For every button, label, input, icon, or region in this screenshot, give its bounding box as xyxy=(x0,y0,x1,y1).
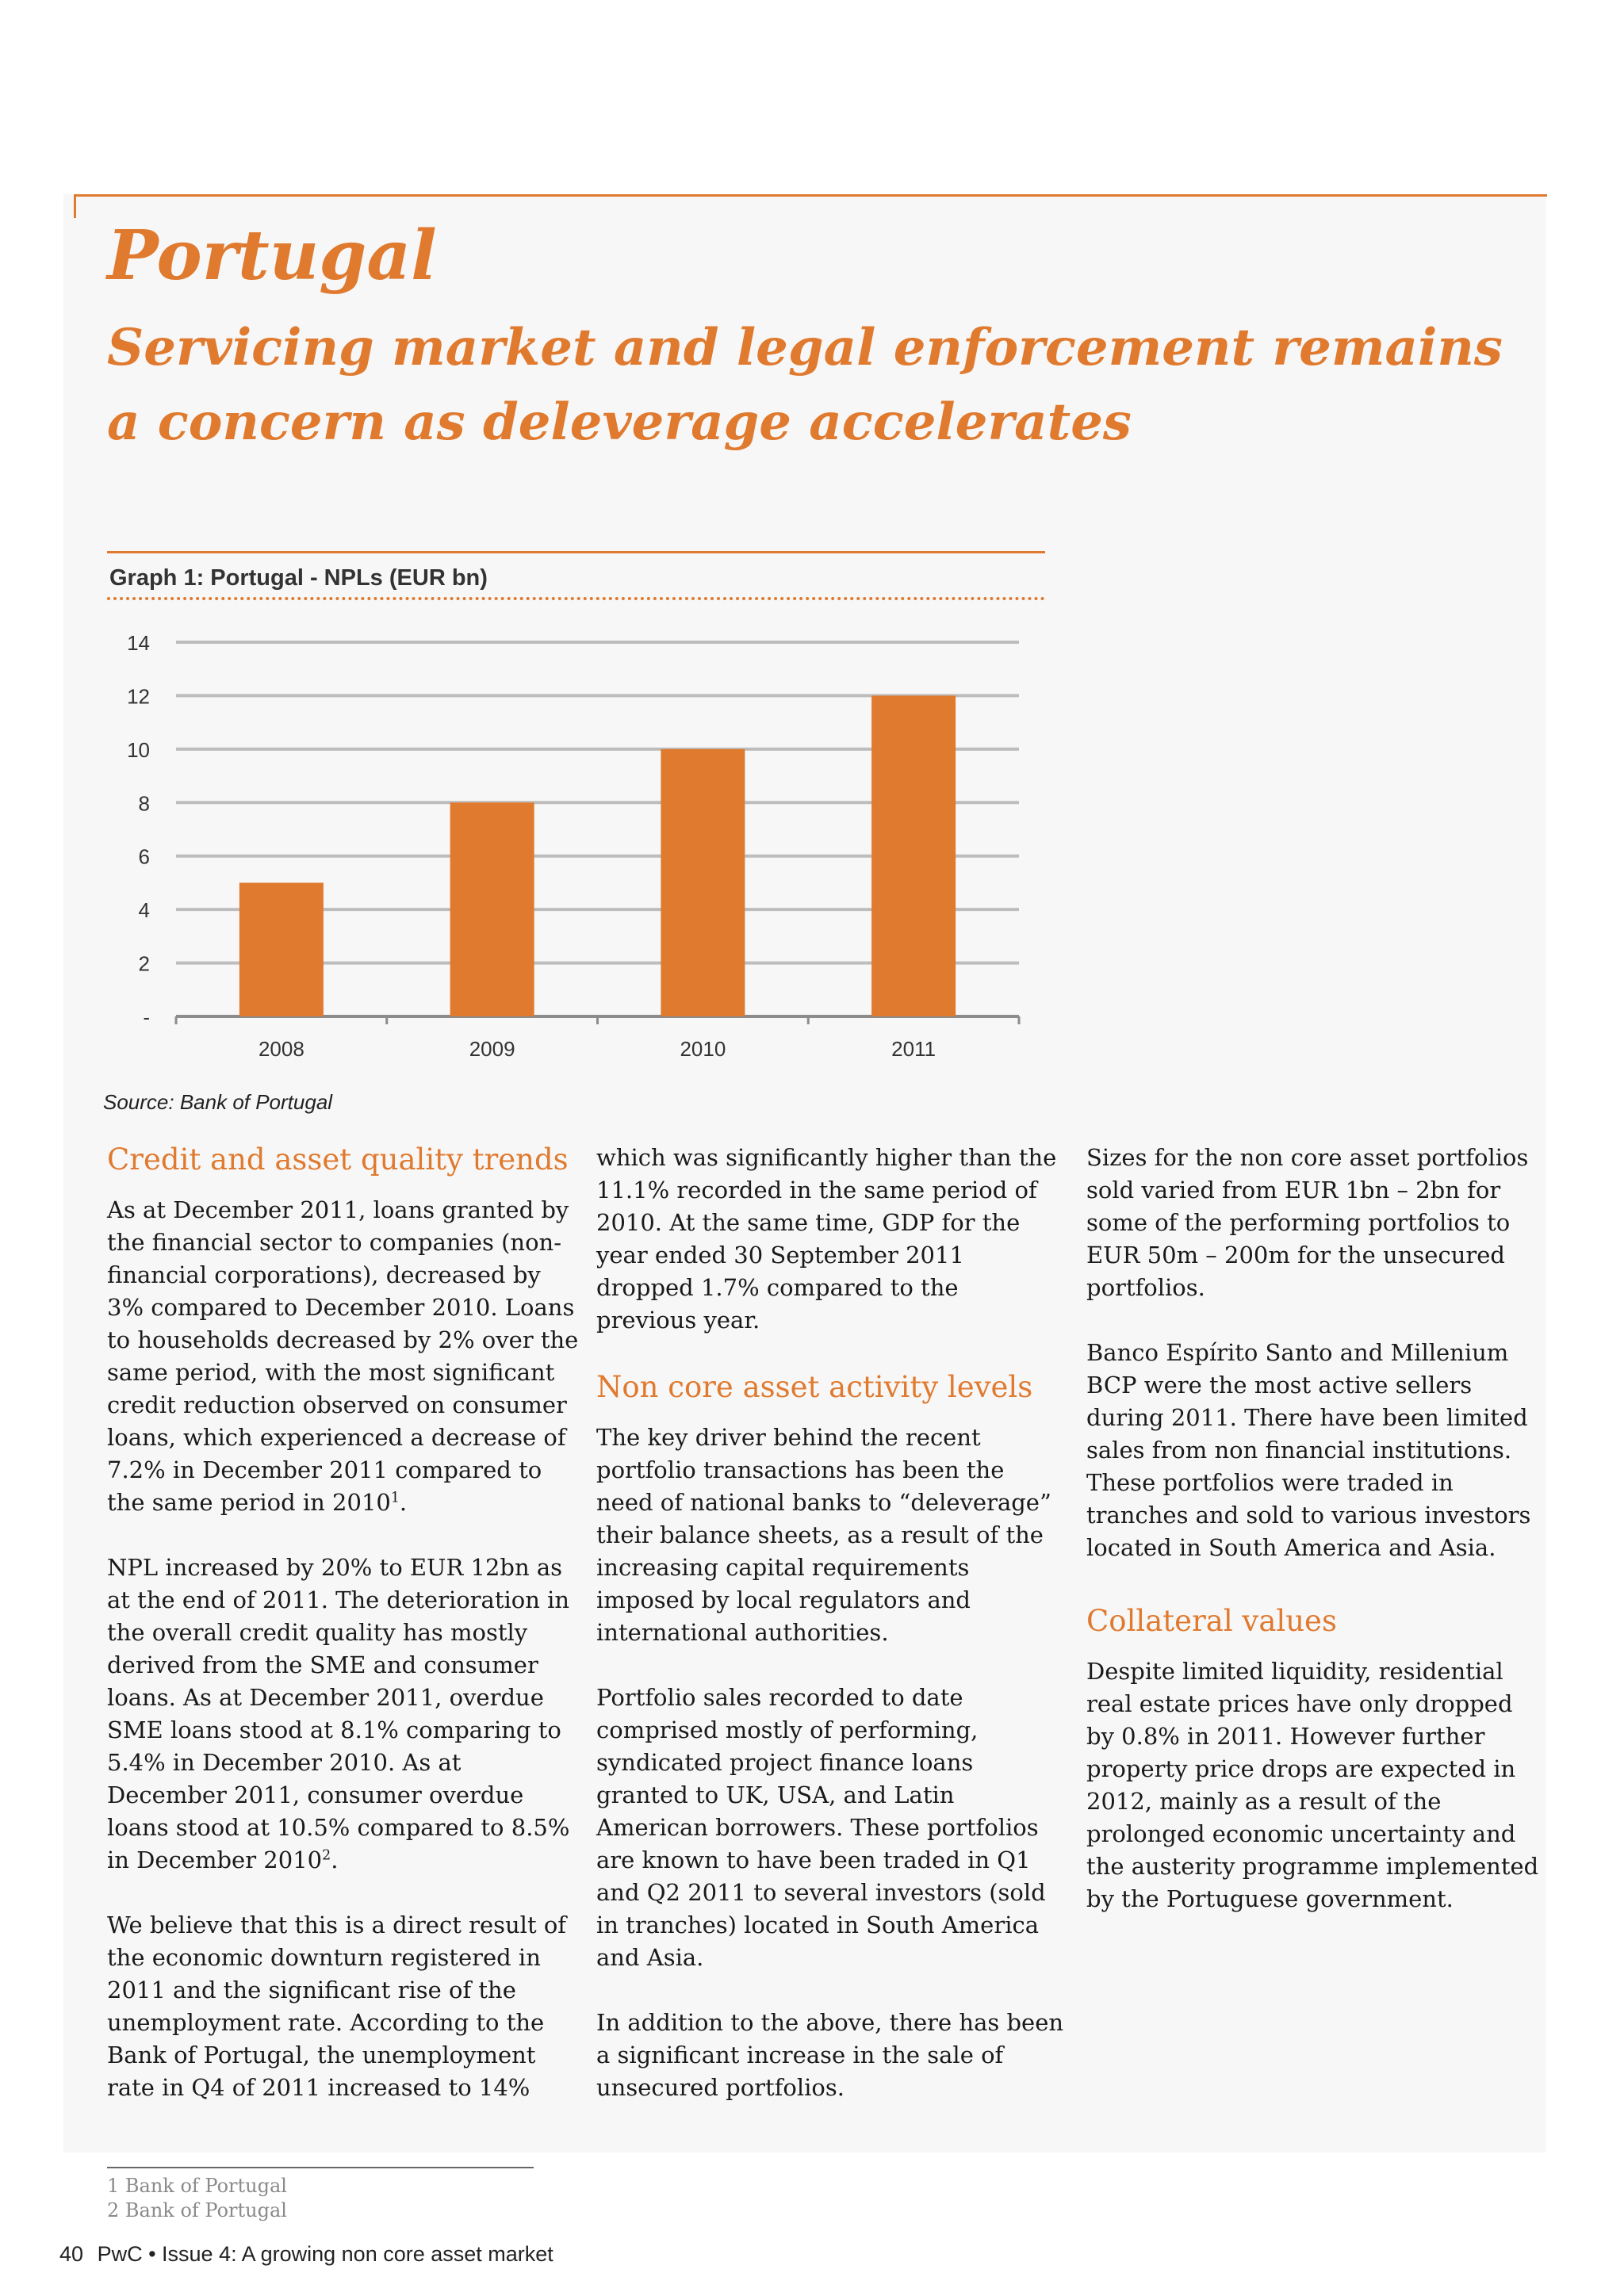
graph-title: Graph 1: Portugal - NPLs (EUR bn) xyxy=(109,565,488,591)
page-footer xyxy=(59,2242,561,2267)
x-tick-label: 2009 xyxy=(469,1037,515,1061)
footnote-ref: 2 xyxy=(322,1847,331,1864)
paragraph: As at December 2011, loans granted by the financial sector to companies (non-financial corporations), decreased by 3% compared to December 2010. Loans to households decreased by 2% over the same period, with the most significant credit reduction observed on consumer loans, which experienced a decrease of 7.2% in December 2011 compared to the same period in 2010$^1$. xyxy=(107,1196,579,1516)
bar-2010 xyxy=(661,749,745,1016)
x-tick-label: 2011 xyxy=(891,1037,936,1061)
heading-non-core-activity: Non core asset activity levels xyxy=(596,1370,1033,1404)
paragraph: NPL increased by 20% to EUR 12bn as at the end of 2011. The deterioration in the overall credit quality has mostly derived from the SME and consumer loans. As at December 2011, overdue SME loans stood at 8.1% comparing to 5.4% in December 2010. As at December 2011, consumer overdue loans stood at 10.5% compared to 8.5% in December 2010$^2$. xyxy=(107,1554,570,1873)
paragraph: Banco Espírito Santo and Millenium BCP were the most active sellers during 2011. There have been limited sales from non financial institutions. These portfolios were traded in tranches and sold to various investors located in South America and Asia. xyxy=(1086,1339,1531,1561)
paragraph: Sizes for the non core asset portfolios sold varied from EUR 1bn – 2bn for some of the performing portfolios to EUR 50m – 200m for the unsecured portfolios. xyxy=(1086,1144,1529,1301)
y-tick-label: 8 xyxy=(138,791,150,816)
y-tick-label: 14 xyxy=(127,631,150,655)
page-subtitle: Servicing market and legal enforcement remains a concern as deleverage accelerates xyxy=(107,318,1503,452)
y-tick-label: 10 xyxy=(127,737,150,762)
footnote-rule xyxy=(107,2167,534,2168)
bar-2011 xyxy=(871,695,956,1016)
y-tick-label: 2 xyxy=(138,951,150,976)
column-1 xyxy=(107,1142,583,2104)
footnote-ref: 1 xyxy=(390,1490,400,1506)
npl-bar-chart xyxy=(107,610,1059,1070)
header-rule-tick xyxy=(74,194,76,218)
bar-2009 xyxy=(450,802,534,1016)
paragraph: Despite limited liquidity, residential real estate prices have only dropped by 0.8% in 2011. However further property price drops are expected in 2012, mainly as a result of the prolonged economic uncertainty and the austerity programme implemented by the Portuguese government. xyxy=(1086,1658,1539,1912)
footnotes xyxy=(107,2174,287,2223)
y-tick-label: 4 xyxy=(138,898,150,923)
paragraph: In addition to the above, there has been a significant increase in the sale of unsecured portfolios. xyxy=(596,2009,1064,2101)
paragraph: We believe that this is a direct result of the economic downturn registered in 2011 and the significant rise of the unemployment rate. According to the Bank of Portugal, the unemployment rate in Q4 of 2011 increased to 14% xyxy=(107,1911,567,2101)
graph-source: Source: Bank of Portugal xyxy=(103,1090,333,1114)
y-tick-label: 12 xyxy=(127,684,150,709)
x-tick-label: 2008 xyxy=(258,1037,304,1061)
page-number: 40 xyxy=(59,2242,84,2266)
column-3 xyxy=(1086,1142,1546,1915)
page-title: Portugal xyxy=(107,216,437,296)
x-tick-label: 2010 xyxy=(680,1037,726,1061)
footer-text: PwC • Issue 4: A growing non core asset market xyxy=(97,2242,553,2266)
footnote-1: 1 Bank of Portugal xyxy=(107,2175,287,2197)
paragraph: The key driver behind the recent portfolio transactions has been the need of national banks to “deleverage” their balance sheets, as a result of the increasing capital requirements imposed by local regulators and international authorities. xyxy=(596,1424,1051,1646)
bar-2008 xyxy=(239,882,324,1016)
paragraph: which was significantly higher than the 11.1% recorded in the same period of 2010. At the same time, GDP for the year ended 30 September 2011 dropped 1.7% compared to the previous year. xyxy=(596,1144,1057,1334)
paragraph: Portfolio sales recorded to date comprised mostly of performing, syndicated project finance loans granted to UK, USA, and Latin American borrowers. These portfolios are known to have been traded in Q1 and Q2 2011 to several investors (sold in tranches) located in South America and Asia. xyxy=(596,1684,1046,1971)
column-2 xyxy=(596,1142,1064,2104)
heading-collateral-values: Collateral values xyxy=(1086,1604,1337,1638)
y-tick-label: 6 xyxy=(138,844,150,869)
y-tick-label: - xyxy=(143,1005,150,1029)
heading-credit-quality: Credit and asset quality trends xyxy=(107,1142,569,1177)
graph-top-rule xyxy=(107,551,1045,553)
header-rule xyxy=(74,194,1547,197)
graph-dotted-rule xyxy=(107,597,1045,600)
footnote-2: 2 Bank of Portugal xyxy=(107,2199,287,2221)
